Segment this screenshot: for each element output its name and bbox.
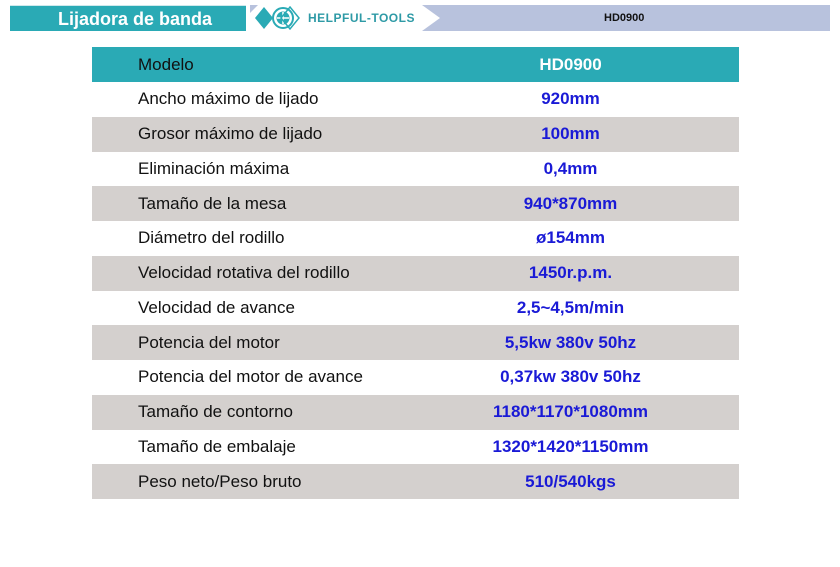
row-value: 1320*1420*1150mm bbox=[492, 436, 649, 456]
table-row bbox=[92, 360, 739, 395]
table-row bbox=[92, 395, 739, 430]
table-row bbox=[92, 291, 739, 326]
row-label: Tamaño de contorno bbox=[138, 402, 293, 422]
row-value: 920mm bbox=[541, 89, 600, 109]
row-label: Diámetro del rodillo bbox=[138, 228, 285, 248]
row-value: 940*870mm bbox=[523, 193, 618, 213]
header-label: Modelo bbox=[138, 54, 194, 74]
row-value: 100mm bbox=[541, 124, 600, 144]
row-value: 510/540kgs bbox=[525, 471, 616, 491]
header-value: HD0900 bbox=[539, 54, 602, 74]
row-label: Peso neto/Peso bruto bbox=[138, 471, 302, 491]
spec-table bbox=[92, 47, 739, 499]
table-row bbox=[92, 325, 739, 360]
table-header-row bbox=[92, 47, 739, 82]
table-row bbox=[92, 186, 739, 221]
brand-name: HELPFUL-TOOLS bbox=[308, 11, 415, 25]
row-label: Tamaño de la mesa bbox=[138, 193, 287, 213]
row-value: 0,37kw 380v 50hz bbox=[500, 367, 641, 387]
row-label: Grosor máximo de lijado bbox=[138, 124, 323, 144]
table-row bbox=[92, 464, 739, 499]
row-label: Eliminación máxima bbox=[138, 158, 290, 178]
row-value: 2,5~4,5m/min bbox=[516, 297, 625, 317]
page-title: Lijadora de banda bbox=[10, 5, 246, 31]
table-row bbox=[92, 221, 739, 256]
row-label: Ancho máximo de lijado bbox=[138, 89, 319, 109]
row-value: ø154mm bbox=[536, 228, 605, 248]
table-row bbox=[92, 256, 739, 291]
row-label: Potencia del motor bbox=[138, 332, 280, 352]
row-value: 5,5kw 380v 50hz bbox=[504, 332, 637, 352]
row-label: Potencia del motor de avance bbox=[138, 367, 363, 387]
table-row bbox=[92, 430, 739, 465]
row-label: Velocidad de avance bbox=[138, 297, 295, 317]
row-value: 1450r.p.m. bbox=[528, 263, 613, 283]
header-model-code: HD0900 bbox=[604, 12, 645, 24]
table-row bbox=[92, 117, 739, 152]
table-row bbox=[92, 82, 739, 117]
row-value: 1180*1170*1080mm bbox=[492, 402, 649, 422]
row-label: Velocidad rotativa del rodillo bbox=[138, 263, 350, 283]
table-row bbox=[92, 152, 739, 187]
row-label: Tamaño de embalaje bbox=[138, 436, 296, 456]
page-header bbox=[0, 0, 840, 32]
row-value: 0,4mm bbox=[543, 158, 598, 178]
